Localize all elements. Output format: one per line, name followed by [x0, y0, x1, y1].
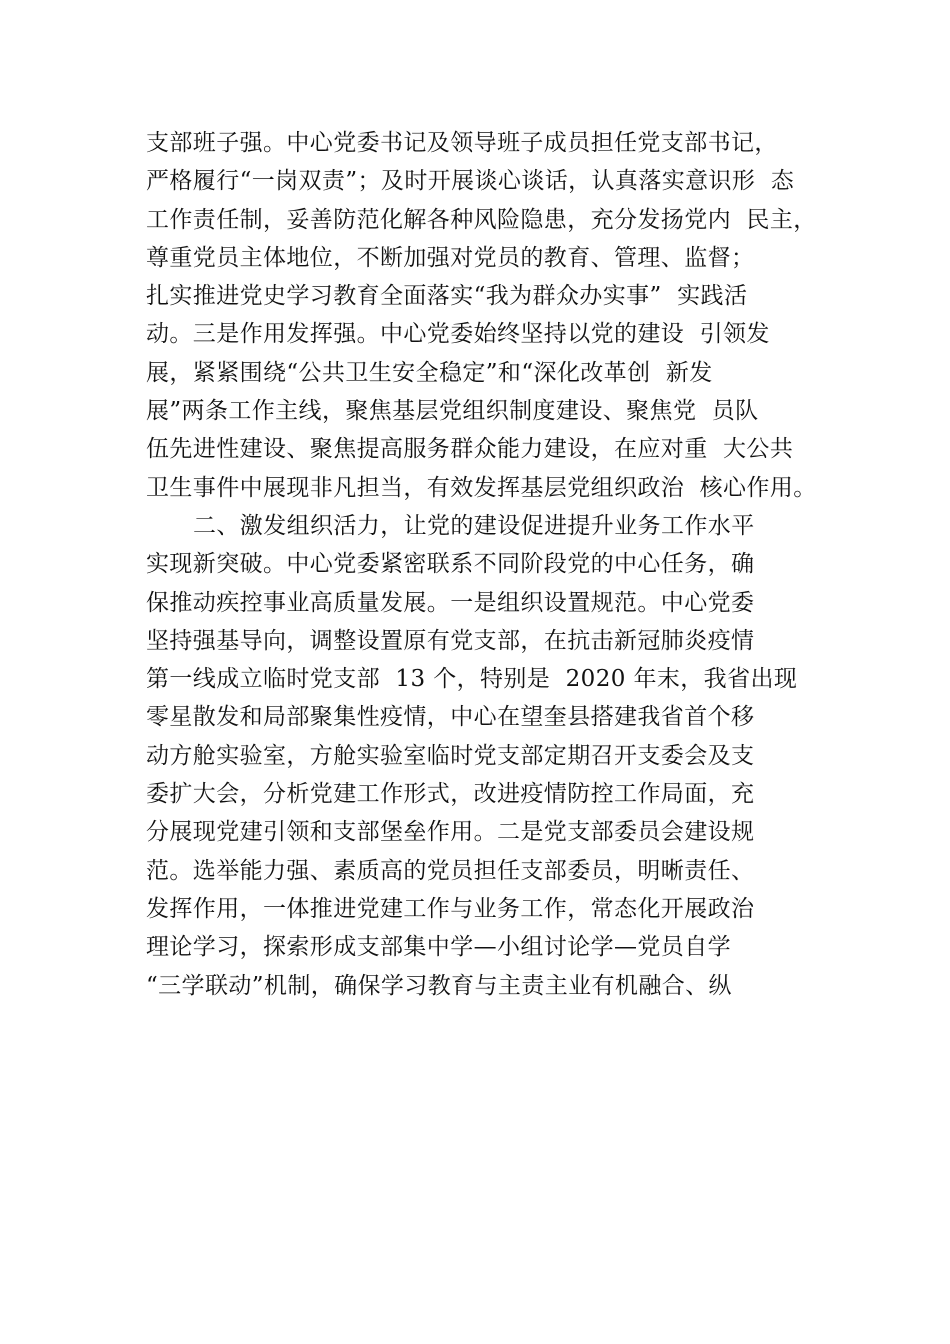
text-line: 伍先进性建设、聚焦提高服务群众能力建设，在应对重 大公共	[146, 436, 794, 463]
text-line: 工作责任制，妥善防范化解各种风险隐患，充分发扬党内 民主，	[146, 206, 817, 233]
text-line: 第一线成立临时党支部 13 个，特别是 2020 年末，我省出现	[146, 666, 798, 693]
paragraph-heading-line: 二、激发组织活力，让党的建设促进提升业务工作水平	[193, 512, 755, 539]
text-line: 理论学习，探索形成支部集中学—小组讨论学—党员自学	[146, 934, 731, 961]
text-line: “三学联动”机制，确保学习教育与主责主业有机融合、纵	[146, 972, 732, 999]
text-line: 零星散发和局部聚集性疫情，中心在望奎县搭建我省首个移	[146, 704, 755, 731]
text-line: 实现新突破。中心党委紧密联系不同阶段党的中心任务，确	[146, 551, 755, 578]
text-line: 支部班子强。中心党委书记及领导班子成员担任党支部书记，	[146, 130, 778, 156]
text-line: 委扩大会，分析党建工作形式，改进疫情防控工作局面，充	[146, 781, 755, 808]
text-line: 展”两条工作主线，聚焦基层党组织制度建设、聚焦党 员队	[146, 398, 759, 425]
body-text	[146, 124, 846, 1005]
text-line: 展，紧紧围绕“公共卫生安全稳定”和“深化改革创 新发	[146, 359, 713, 386]
text-line: 动。三是作用发挥强。中心党委始终坚持以党的建设 引领发	[146, 321, 770, 348]
text-line: 范。选举能力强、素质高的党员担任支部委员，明晰责任、	[146, 857, 755, 884]
text-line: 卫生事件中展现非凡担当，有效发挥基层党组织政治 核心作用。	[146, 474, 817, 501]
text-line: 分展现党建引领和支部堡垒作用。二是党支部委员会建设规	[146, 819, 755, 846]
text-line: 坚持强基导向，调整设置原有党支部，在抗击新冠肺炎疫情	[146, 627, 755, 654]
text-line: 动方舱实验室，方舱实验室临时党支部定期召开支委会及支	[146, 742, 755, 769]
text-line: 尊重党员主体地位，不断加强对党员的教育、管理、监督；	[146, 244, 755, 271]
text-line: 保推动疾控事业高质量发展。一是组织设置规范。中心党委	[146, 589, 755, 616]
text-line: 发挥作用，一体推进党建工作与业务工作，常态化开展政治	[146, 895, 755, 922]
text-line: 扎实推进党史学习教育全面落实“我为群众办实事” 实践活	[146, 283, 748, 310]
text-line: 严格履行“一岗双责”；及时开展谈心谈话，认真落实意识形 态	[146, 168, 795, 195]
